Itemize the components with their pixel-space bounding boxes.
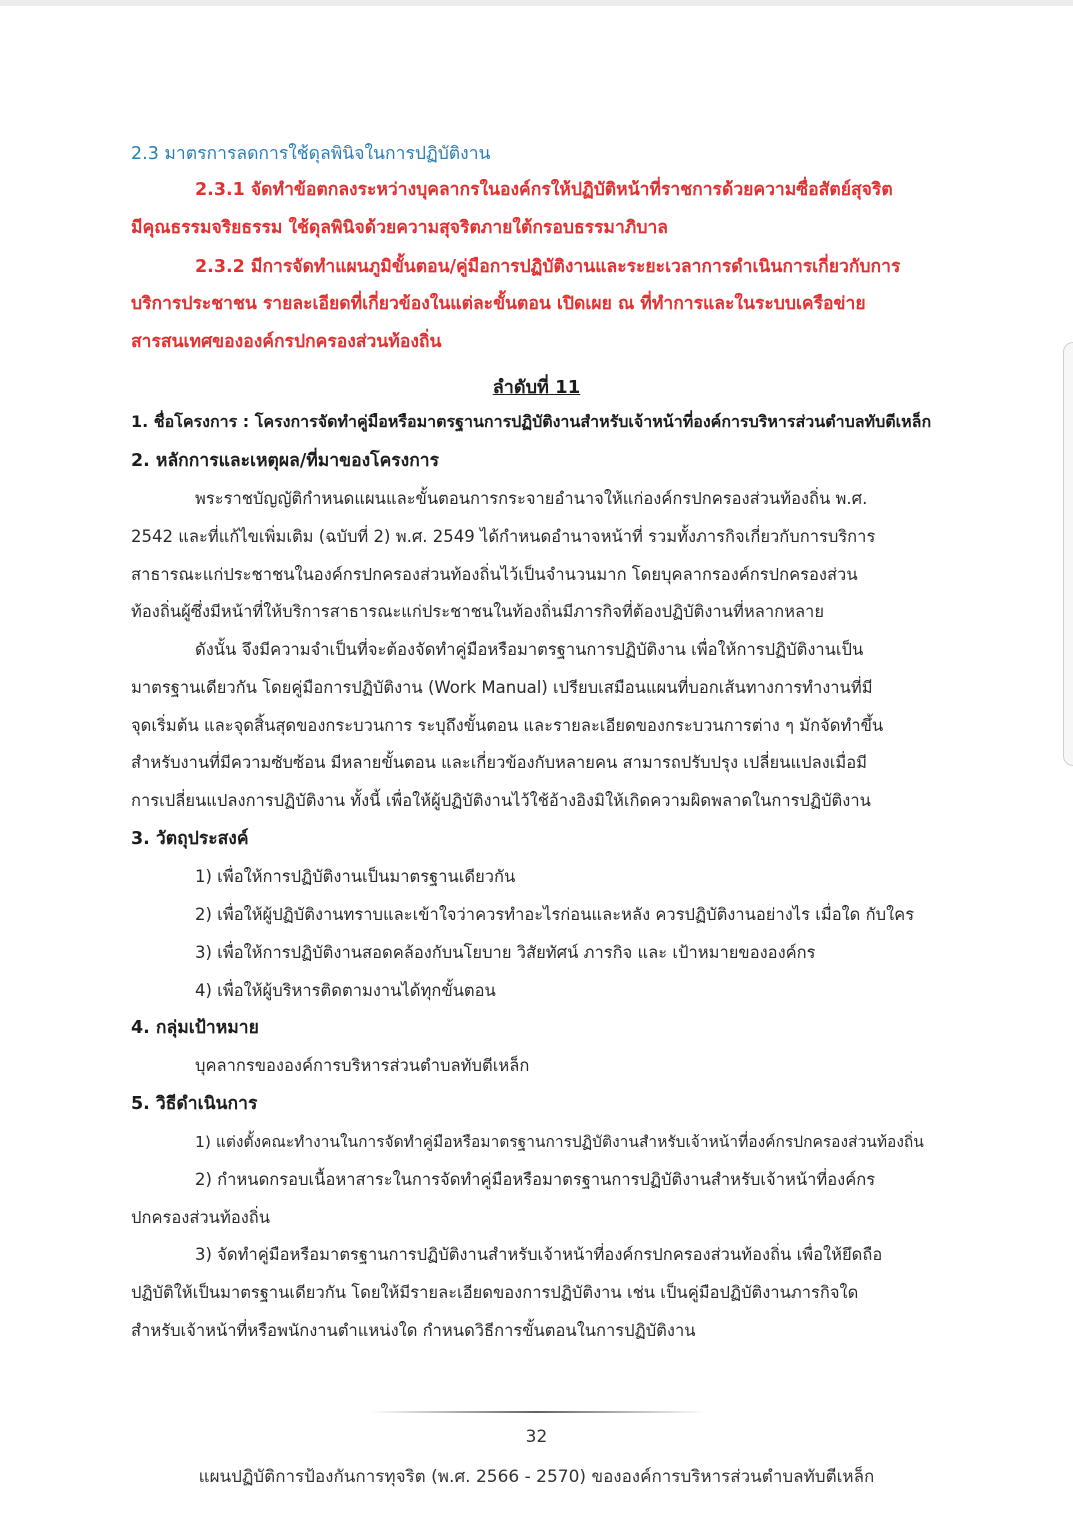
sequence-title: ลำดับที่ 11: [492, 377, 581, 398]
method-line: ปกครองส่วนท้องถิ่น: [131, 1208, 271, 1227]
principle-heading: 2. หลักการและเหตุผล/ที่มาของโครงการ: [131, 451, 440, 471]
measure-line: บริการประชาชน รายละเอียดที่เกี่ยวข้องในแต่ละขั้นตอน เปิดเผย ณ ที่ทำการและในระบบเครือข่าย: [131, 294, 866, 314]
paragraph-line: ดังนั้น จึงมีความจำเป็นที่จะต้องจัดทำคู่มือหรือมาตรฐานการปฏิบัติงาน เพื่อให้การปฏิบัติงานเป็น: [195, 640, 864, 659]
method-heading: 5. วิธีดำเนินการ: [131, 1094, 258, 1114]
paragraph-line: ท้องถิ่นผู้ซึ่งมีหน้าที่ให้บริการสาธารณะแก่ประชาชนในท้องถิ่นมีภารกิจที่ต้องปฏิบัติงานที่หลากหลาย: [131, 602, 824, 621]
measure-line: 2.3.1 จัดทำข้อตกลงระหว่างบุคลากรในองค์กรให้ปฏิบัติหน้าที่ราชการด้วยความซื่อสัตย์สุจริต: [195, 180, 893, 200]
measure-line: มีคุณธรรมจริยธรรม ใช้ดุลพินิจด้วยความสุจริตภายใต้กรอบธรรมาภิบาล: [131, 218, 668, 238]
paragraph-line: พระราชบัญญัติกำหนดแผนและขั้นตอนการกระจายอำนาจให้แก่องค์กรปกครองส่วนท้องถิ่น พ.ศ.: [195, 489, 868, 508]
paragraph-line: จุดเริ่มต้น และจุดสิ้นสุดของกระบวนการ ระบุถึงขั้นตอน และรายละเอียดของกระบวนการต่าง ๆ มักจัดทำขึ้น: [131, 716, 884, 735]
objective-item: 1) เพื่อให้การปฏิบัติงานเป็นมาตรฐานเดียวกัน: [195, 867, 516, 886]
footer-divider: [370, 1411, 705, 1413]
scroll-handle[interactable]: [1063, 342, 1073, 766]
footer-text: แผนปฏิบัติการป้องกันการทุจริต (พ.ศ. 2566 - 2570) ขององค์การบริหารส่วนตำบลทับตีเหล็ก: [198, 1467, 875, 1487]
viewer-top-bar: [0, 0, 1073, 6]
method-line: 3) จัดทำคู่มือหรือมาตรฐานการปฏิบัติงานสำหรับเจ้าหน้าที่องค์กรปกครองส่วนท้องถิ่น เพื่อให้ยึดถือ: [195, 1245, 883, 1264]
objective-item: 3) เพื่อให้การปฏิบัติงานสอดคล้องกับนโยบาย วิสัยทัศน์ ภารกิจ และ เป้าหมายขององค์กร: [195, 943, 816, 962]
target-text: บุคลากรขององค์การบริหารส่วนตำบลทับตีเหล็ก: [195, 1056, 530, 1075]
project-name: 1. ชื่อโครงการ : โครงการจัดทำคู่มือหรือมาตรฐานการปฏิบัติงานสำหรับเจ้าหน้าที่องค์การบริหารส่วนตำบลทับตีเหล็ก: [131, 412, 932, 431]
page-number: 32: [525, 1427, 548, 1447]
paragraph-line: สาธารณะแก่ประชาชนในองค์กรปกครองส่วนท้องถิ่นไว้เป็นจำนวนมาก โดยบุคลากรองค์กรปกครองส่วน: [131, 565, 858, 584]
measure-line: 2.3.2 มีการจัดทำแผนภูมิขั้นตอน/คู่มือการปฏิบัติงานและระยะเวลาการดำเนินการเกี่ยวกับการ: [195, 257, 901, 277]
objective-heading: 3. วัตถุประสงค์: [131, 829, 249, 849]
objective-item: 4) เพื่อให้ผู้บริหารติดตามงานได้ทุกขั้นตอน: [195, 981, 496, 1000]
paragraph-line: 2542 และที่แก้ไขเพิ่มเติม (ฉบับที่ 2) พ.ศ. 2549 ได้กำหนดอำนาจหน้าที่ รวมทั้งภารกิจเกี่ยวกับการบริการ: [131, 527, 876, 546]
paragraph-line: มาตรฐานเดียวกัน โดยคู่มือการปฏิบัติงาน (Work Manual) เปรียบเสมือนแผนที่บอกเส้นทางการทำงานที่มี: [131, 678, 873, 697]
target-heading: 4. กลุ่มเป้าหมาย: [131, 1018, 259, 1038]
method-line: สำหรับเจ้าหน้าที่หรือพนักงานตำแหน่งใด กำหนดวิธีการขั้นตอนในการปฏิบัติงาน: [131, 1321, 696, 1340]
measure-line: สารสนเทศขององค์กรปกครองส่วนท้องถิ่น: [131, 332, 442, 352]
method-line: 2) กำหนดกรอบเนื้อหาสาระในการจัดทำคู่มือหรือมาตรฐานการปฏิบัติงานสำหรับเจ้าหน้าที่องค์กร: [195, 1170, 876, 1189]
paragraph-line: การเปลี่ยนแปลงการปฏิบัติงาน ทั้งนี้ เพื่อให้ผู้ปฏิบัติงานไว้ใช้อ้างอิงมิให้เกิดความผิดพลาดในการปฏิบัติงาน: [131, 791, 871, 810]
section-heading: 2.3 มาตรการลดการใช้ดุลพินิจในการปฏิบัติงาน: [131, 144, 491, 164]
method-line: 1) แต่งตั้งคณะทำงานในการจัดทำคู่มือหรือมาตรฐานการปฏิบัติงานสำหรับเจ้าหน้าที่องค์กรปกครองส่วนท้องถิ่น: [195, 1133, 924, 1151]
paragraph-line: สำหรับงานที่มีความซับซ้อน มีหลายขั้นตอน และเกี่ยวข้องกับหลายคน สามารถปรับปรุง เปลี่ยนแปลงเมื่อมี: [131, 753, 868, 772]
objective-item: 2) เพื่อให้ผู้ปฏิบัติงานทราบและเข้าใจว่าควรทำอะไรก่อนและหลัง ควรปฏิบัติงานอย่างไร เมื่อใด กับใคร: [195, 905, 915, 924]
method-line: ปฏิบัติให้เป็นมาตรฐานเดียวกัน โดยให้มีรายละเอียดของการปฏิบัติงาน เช่น เป็นคู่มือปฏิบัติงานภารกิจใด: [131, 1283, 859, 1302]
